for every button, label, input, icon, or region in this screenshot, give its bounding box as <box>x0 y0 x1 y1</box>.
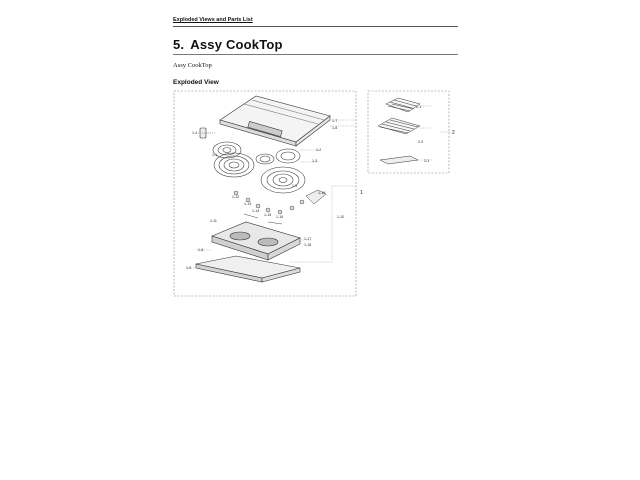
callout-1-15: 1-15 <box>264 213 272 217</box>
cooktop-glass-panel <box>220 96 330 146</box>
callout-1-1: 1-1 <box>212 153 218 157</box>
callout-1-4: 1-4 <box>192 131 198 135</box>
callout-1-9: 1-9 <box>186 266 192 270</box>
page-header: Exploded Views and Parts List <box>173 17 458 27</box>
section-title-text: Assy CookTop <box>190 37 283 52</box>
callout-1-17: 1-17 <box>304 237 312 241</box>
exploded-view-label: Exploded View <box>173 79 219 86</box>
callout-1-8: 1-8 <box>332 126 338 130</box>
callout-1-14: 1-14 <box>252 209 260 213</box>
callout-1-5: 1-5 <box>292 184 298 188</box>
callout-1-12: 1-12 <box>232 195 240 199</box>
burner-box <box>212 222 300 260</box>
oven-rack-2 <box>378 118 420 134</box>
bottom-tray <box>196 256 300 282</box>
callout-1: 1 <box>360 190 363 196</box>
callout-1-6: 1-6 <box>198 248 204 252</box>
callout-1-3: 1-3 <box>312 159 318 163</box>
callout-1-19: 1-19 <box>318 191 326 195</box>
side-bar-part <box>380 156 418 164</box>
callout-1-18: 1-18 <box>304 243 312 247</box>
side-leader-lines <box>418 106 452 160</box>
subtitle: Assy CookTop <box>173 62 212 69</box>
callout-1-2: 1-2 <box>316 148 322 152</box>
callout-1-13: 1-13 <box>244 202 252 206</box>
callout-1-7: 1-7 <box>332 119 338 123</box>
callout-2: 2 <box>452 130 455 136</box>
section-number: 5. <box>173 37 185 52</box>
callout-1-11: 1-11 <box>210 219 217 223</box>
callout-2-2: 2-2 <box>418 140 424 144</box>
callout-1-16: 1-16 <box>276 215 284 219</box>
callout-1-10: 1-10 <box>337 215 345 219</box>
callout-2-3: 2-3 <box>424 159 430 163</box>
oven-rack-1 <box>386 98 420 112</box>
callout-2-1: 2-1 <box>416 105 422 109</box>
